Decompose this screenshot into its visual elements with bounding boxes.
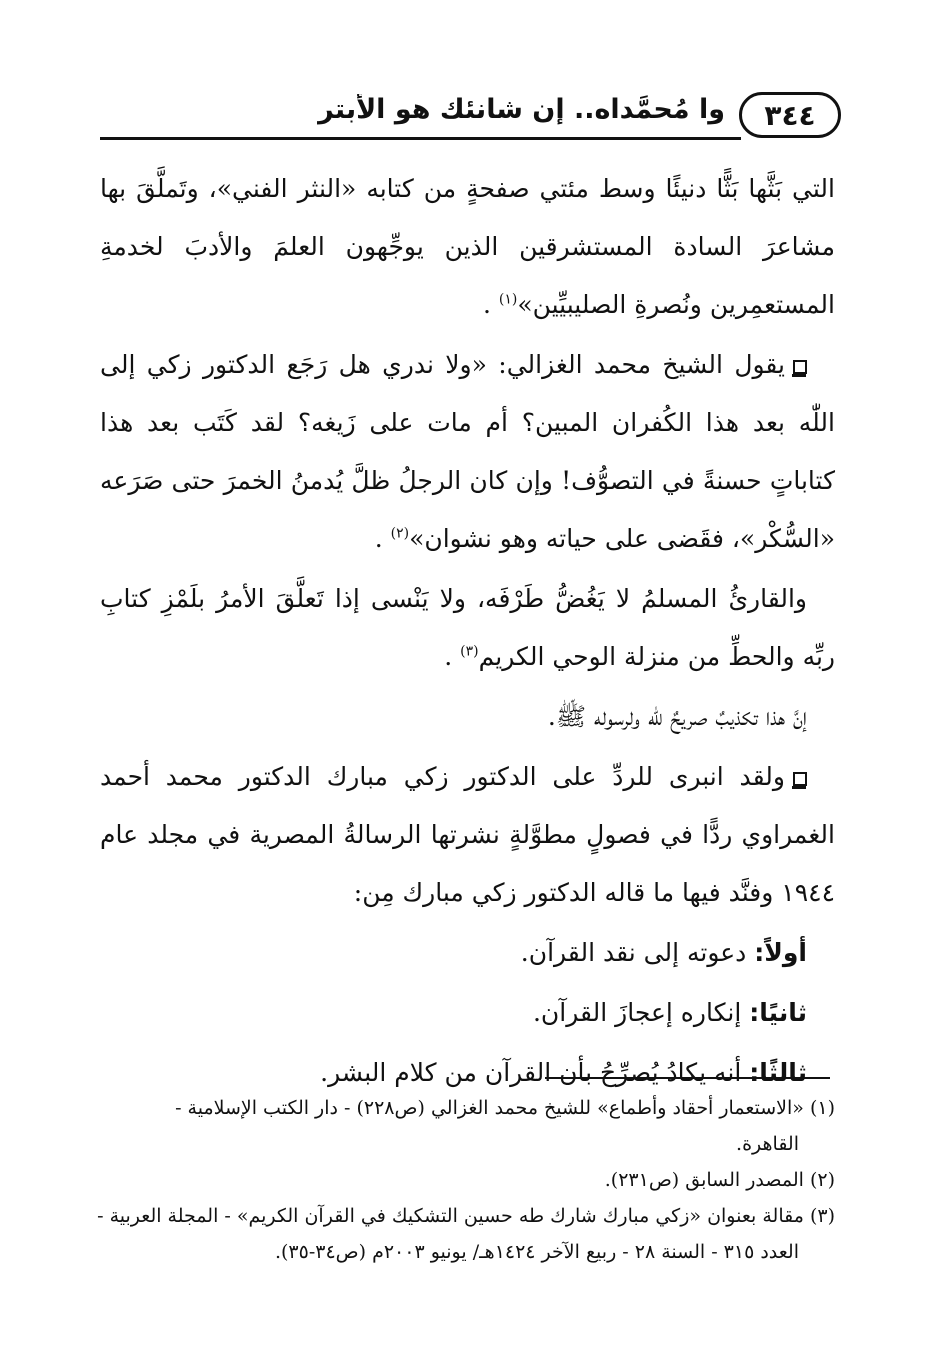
- paragraph-2: [100, 336, 835, 568]
- paragraph-1-end: .: [482, 290, 499, 319]
- footnote-3: [95, 1198, 835, 1234]
- footnote-text: مقالة بعنوان «زكي مبارك شارك طه حسين التشكيك في القرآن الكريم» - المجلة العربية -: [97, 1205, 810, 1227]
- footnote-1-cont: القاهرة.: [736, 1133, 799, 1155]
- footnote-text: «الاستعمار أحقاد وأطماع» للشيخ محمد الغزالي (ص٢٢٨) - دار الكتب الإسلامية -: [175, 1097, 810, 1119]
- paragraph-3-end: .: [444, 642, 461, 671]
- footnote-separator: [545, 1077, 830, 1079]
- header-rule: [100, 137, 741, 140]
- point-text: إنكاره إعجازَ القرآن.: [532, 998, 750, 1027]
- paragraph-1: [100, 160, 835, 334]
- paragraph-4: إنَّ هذا تكذيبٌ صريحٌ للّٰه ولرسوله ﷺ.: [547, 702, 807, 731]
- footnote-ref-2: (٢): [390, 525, 410, 542]
- paragraph-5-text: ولقد انبرى للردِّ على الدكتور زكي مبارك الدكتور محمد أحمد الغمراوي ردًّا في فصولٍ مطوَّلةٍ نشرتها الرسالةُ المصرية في مجلد عام ١٩٤٤ وفنَّد فيها ما قاله الدكتور زكي مبارك مِن:: [100, 762, 835, 907]
- running-title: وا مُحمَّداه.. إن شانئك هو الأبتر: [318, 94, 725, 125]
- point-1: [100, 924, 835, 982]
- footnotes: [95, 1090, 835, 1270]
- footnote-ref-1: (١): [498, 291, 518, 308]
- footnote-ref-3: (٣): [460, 643, 479, 660]
- point-label: ثانيًا:: [749, 998, 807, 1027]
- paragraph-5: [100, 748, 835, 922]
- section-box-icon: [793, 360, 807, 374]
- main-text: [100, 160, 835, 1104]
- point-label: أولاً:: [754, 938, 807, 967]
- footnote-1: [95, 1090, 835, 1126]
- footnote-number: (١): [809, 1097, 835, 1119]
- point-2: [100, 984, 835, 1042]
- point-label: ثالثًا:: [749, 1058, 807, 1087]
- paragraph-1-text: التي بَثَّها بَثًّا دنيئًا وسط مئتي صفحةٍ من كتابه «النثر الفني»، وتَملَّقَ بها مشاعرَ السادة المستشرقين الذين يوجِّهون العلمَ والأدبَ لخدمةِ المستعمِرين ونُصرةِ الصليبيِّين»: [100, 174, 835, 319]
- paragraph-2-text: يقول الشيخ محمد الغزالي: «ولا ندري هل رَجَع الدكتور زكي إلى اللّٰه بعد هذا الكُفران المبين؟ أم مات على زَيغه؟ لقد كَتَب بعد هذا كتاباتٍ حسنةً في التصوُّف! وإن كان الرجلُ ظلَّ يُدمنُ الخمرَ حتى صَرَعه «السُّكْر»، فقَضى على حياته وهو نشوان»: [100, 350, 835, 553]
- footnote-number: (٣): [809, 1205, 835, 1227]
- footnote-3-cont: العدد ٣١٥ - السنة ٢٨ - ربيع الآخر ١٤٢٤هـ/ يونيو ٢٠٠٣م (ص٣٤-٣٥).: [274, 1241, 799, 1263]
- page-header: [100, 88, 845, 146]
- footnote-2: [95, 1162, 835, 1198]
- paragraph-2-end: .: [374, 524, 391, 553]
- footnote-number: (٢): [809, 1169, 835, 1191]
- footnote-text: المصدر السابق (ص٢٣١).: [604, 1169, 810, 1191]
- paragraph-3: [100, 570, 835, 686]
- paragraph-3-text: والقارئُ المسلمُ لا يَغُضُّ طَرْفَه، ولا يَنْسى إذا تَعلَّقَ الأمرُ بلَمْزِ كتابِ ربِّه والحطِّ من منزلة الوحي الكريم: [100, 584, 835, 671]
- point-text: دعوته إلى نقد القرآن.: [520, 938, 755, 967]
- section-box-icon: [793, 772, 807, 786]
- point-text: أنه يكادُ يُصرِّحُ بأن القرآن من كلام البشر.: [320, 1058, 750, 1087]
- page-number: ٣٤٤: [739, 92, 841, 138]
